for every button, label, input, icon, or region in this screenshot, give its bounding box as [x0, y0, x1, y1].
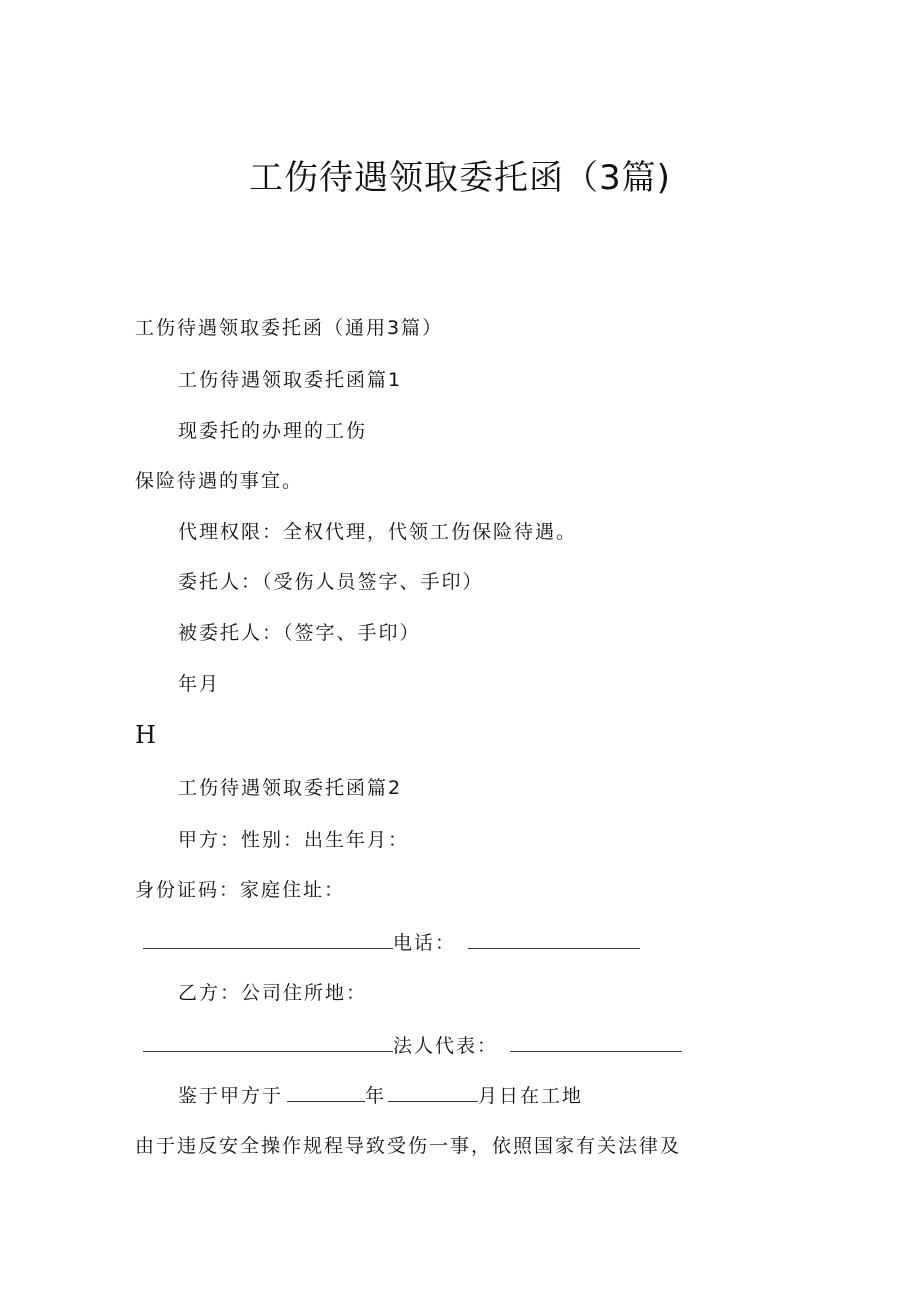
part1-line2: 保险待遇的事宜。: [135, 470, 304, 492]
phone-label: 电话：: [393, 932, 457, 954]
party-a-line: 甲方：性别：出生年月：: [178, 829, 410, 851]
legal-rep-blank[interactable]: [510, 1031, 682, 1052]
legal-rep-line: [143, 1031, 682, 1059]
party-b-line: 乙方：公司住所地：: [178, 982, 368, 1004]
month-day-label: 月日在工地: [478, 1085, 584, 1107]
id-address-line: 身份证码：家庭住址：: [135, 879, 346, 901]
company-address-blank[interactable]: [143, 1031, 393, 1052]
year-label: 年: [365, 1085, 387, 1107]
whereas-line: [178, 1081, 583, 1109]
authority-line: 代理权限：全权代理，代领工伤保险待遇。: [178, 521, 578, 543]
stray-letter: H: [135, 721, 156, 749]
phone-blank[interactable]: [468, 928, 640, 949]
cause-line: 由于违反安全操作规程导致受伤一事，依照国家有关法律及: [135, 1135, 682, 1157]
whereas-prefix: 鉴于甲方于: [178, 1085, 284, 1107]
principal-line: 委托人：（受伤人员签字、手印）: [178, 571, 484, 593]
year-blank[interactable]: [287, 1081, 365, 1102]
date-line: 年月: [178, 673, 221, 695]
intro-line: 工伤待遇领取委托函（通用3篇）: [135, 317, 444, 339]
address-blank[interactable]: [143, 928, 393, 949]
legal-rep-label: 法人代表：: [393, 1035, 499, 1057]
agent-line: 被委托人：（签字、手印）: [178, 622, 421, 644]
month-blank[interactable]: [388, 1081, 478, 1102]
phone-line: [143, 928, 640, 956]
part1-heading: 工伤待遇领取委托函篇1: [178, 369, 403, 391]
document-title: 工伤待遇领取委托函（3篇): [249, 158, 671, 198]
part1-line1: 现委托的办理的工伤: [178, 420, 368, 442]
part2-heading: 工伤待遇领取委托函篇2: [178, 777, 403, 799]
